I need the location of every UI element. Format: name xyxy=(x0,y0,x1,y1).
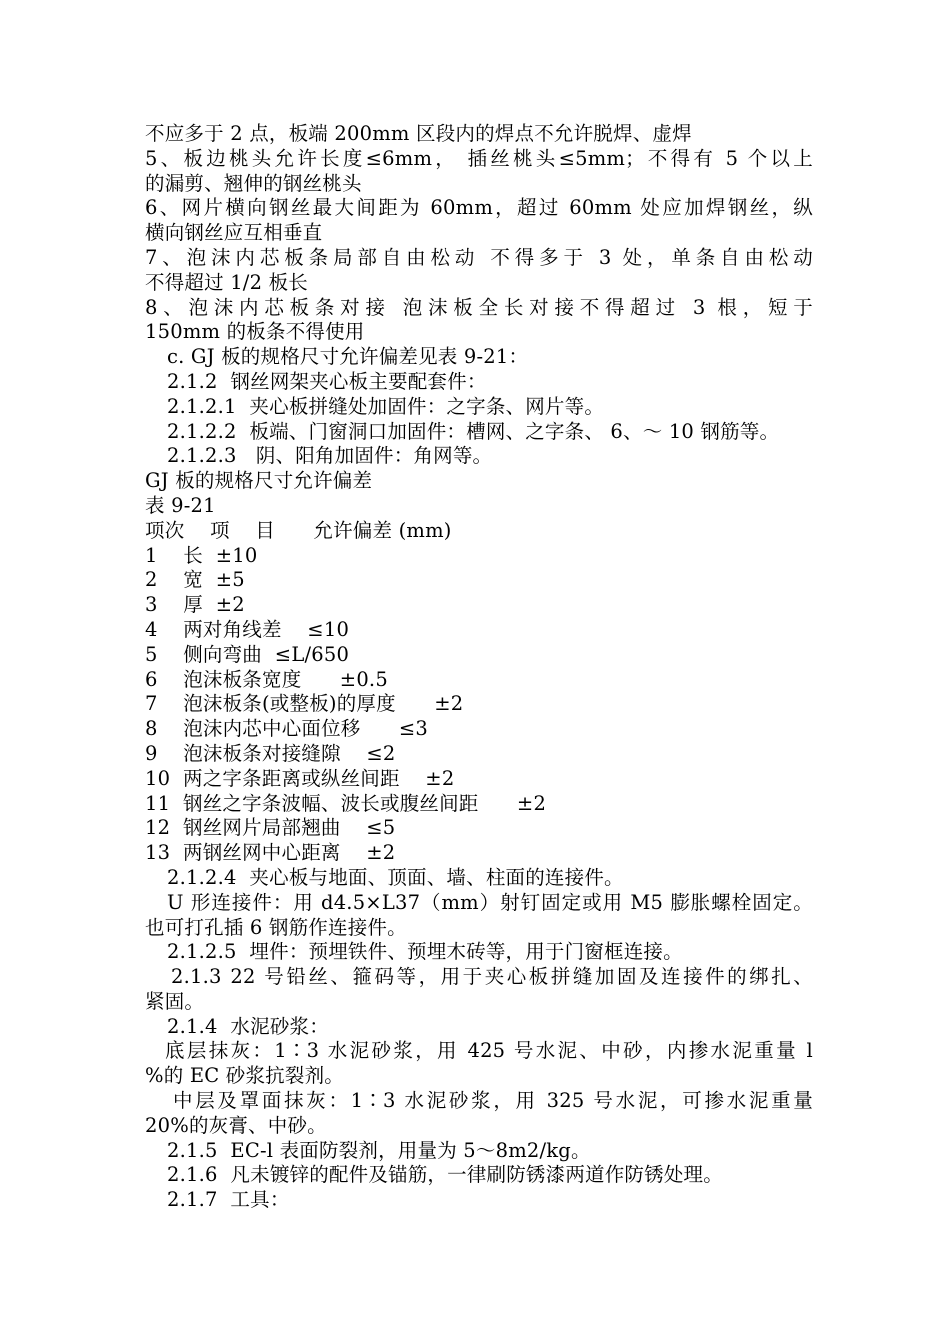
section-heading: 2.1.2 钢丝网架夹心板主要配套件： xyxy=(167,369,487,393)
section-heading: 2.1.7 工具： xyxy=(167,1188,290,1212)
table-row: 4 两对角线差 ≤10 xyxy=(145,617,350,641)
text-line: 2.1.5 EC-l 表面防裂剂，用量为 5～8m2/kg。 xyxy=(167,1138,591,1162)
text-line: 中层及罩面抹灰：1∶3 水泥砂浆，用 325 号水泥，可掺水泥重量 xyxy=(173,1089,813,1113)
table-row: 9 泡沫板条对接缝隙 ≤2 xyxy=(145,741,396,765)
text-line: 2.1.6 凡未镀锌的配件及锚筋，一律刷防锈漆两道作防锈处理。 xyxy=(167,1163,723,1187)
table-title: GJ 板的规格尺寸允许偏差 xyxy=(145,469,373,493)
text-line: 也可打孔插 6 钢筋作连接件。 xyxy=(145,915,407,939)
text-line: 不应多于 2 点，板端 200mm 区段内的焊点不允许脱焊、虚焊 xyxy=(145,122,692,145)
text-line: 5、板边桃头允许长度≤6mm， 插丝桃头≤5mm；不得有 5 个以上 xyxy=(145,146,813,170)
text-line: 2.1.2.1 夹心板拼缝处加固件：之字条、网片等。 xyxy=(167,394,605,418)
table-row: 3 厚 ±2 xyxy=(145,593,245,617)
table-row: 8 泡沫内芯中心面位移 ≤3 xyxy=(145,717,429,741)
text-line: 横向钢丝应互相垂直 xyxy=(145,221,323,245)
table-row: 10 两之字条距离或纵丝间距 ±2 xyxy=(145,766,455,790)
text-line: 2.1.2.3 阴、阳角加固件：角网等。 xyxy=(167,444,493,468)
text-line: c. GJ 板的规格尺寸允许偏差见表 9-21： xyxy=(167,345,529,369)
text-line: 7、泡沫内芯板条局部自由松动 不得多于 3 处，单条自由松动 xyxy=(145,245,813,269)
text-line: 2.1.2.4 夹心板与地面、顶面、墙、柱面的连接件。 xyxy=(167,865,624,889)
text-line: 底层抹灰：1∶3 水泥砂浆，用 425 号水泥、中砂，内掺水泥重量 l xyxy=(165,1039,813,1063)
text-line: %的 EC 砂浆抗裂剂。 xyxy=(145,1064,344,1088)
text-line: 2.1.2.5 埋件：预埋铁件、预埋木砖等，用于门窗框连接。 xyxy=(167,940,683,964)
text-line: 的漏剪、翘伸的钢丝桃头 xyxy=(145,171,362,195)
table-number: 表 9-21 xyxy=(145,493,216,517)
section-heading: 2.1.4 水泥砂浆： xyxy=(167,1014,329,1038)
text-line: 2.1.2.2 板端、门窗洞口加固件：槽网、之字条、 6、～ 10 钢筋等。 xyxy=(167,419,780,443)
document-body xyxy=(145,122,813,1213)
table-row: 13 两钢丝网中心距离 ±2 xyxy=(145,841,396,865)
text-line: 6、网片横向钢丝最大间距为 60mm，超过 60mm 处应加焊钢丝，纵 xyxy=(145,196,813,220)
table-row: 11 钢丝之字条波幅、波长或腹丝间距 ±2 xyxy=(145,791,547,815)
text-line: 不得超过 1/2 板长 xyxy=(145,270,308,294)
text-line: 20%的灰膏、中砂。 xyxy=(145,1113,327,1137)
table-row: 1 长 ±10 xyxy=(145,543,258,567)
text-line: 150mm 的板条不得使用 xyxy=(145,320,365,344)
text-line: 2.1.3 22 号铅丝、箍码等，用于夹心板拼缝加固及连接件的绑扎、 xyxy=(171,965,813,989)
text-line: U 形连接件：用 d4.5×L37（mm）射钉固定或用 M5 膨胀螺栓固定。 xyxy=(167,890,813,914)
table-row: 7 泡沫板条(或整板)的厚度 ±2 xyxy=(145,692,464,716)
text-line: 紧固。 xyxy=(145,989,205,1013)
table-row: 12 钢丝网片局部翘曲 ≤5 xyxy=(145,816,396,840)
table-row: 6 泡沫板条宽度 ±0.5 xyxy=(145,667,388,691)
text-line: 8、泡沫内芯板条对接 泡沫板全长对接不得超过 3 根，短于 xyxy=(145,295,813,319)
table-row: 5 侧向弯曲 ≤L/650 xyxy=(145,642,350,666)
table-header-row: 项次 项 目 允许偏差 (mm) xyxy=(145,518,452,542)
table-row: 2 宽 ±5 xyxy=(145,568,245,592)
